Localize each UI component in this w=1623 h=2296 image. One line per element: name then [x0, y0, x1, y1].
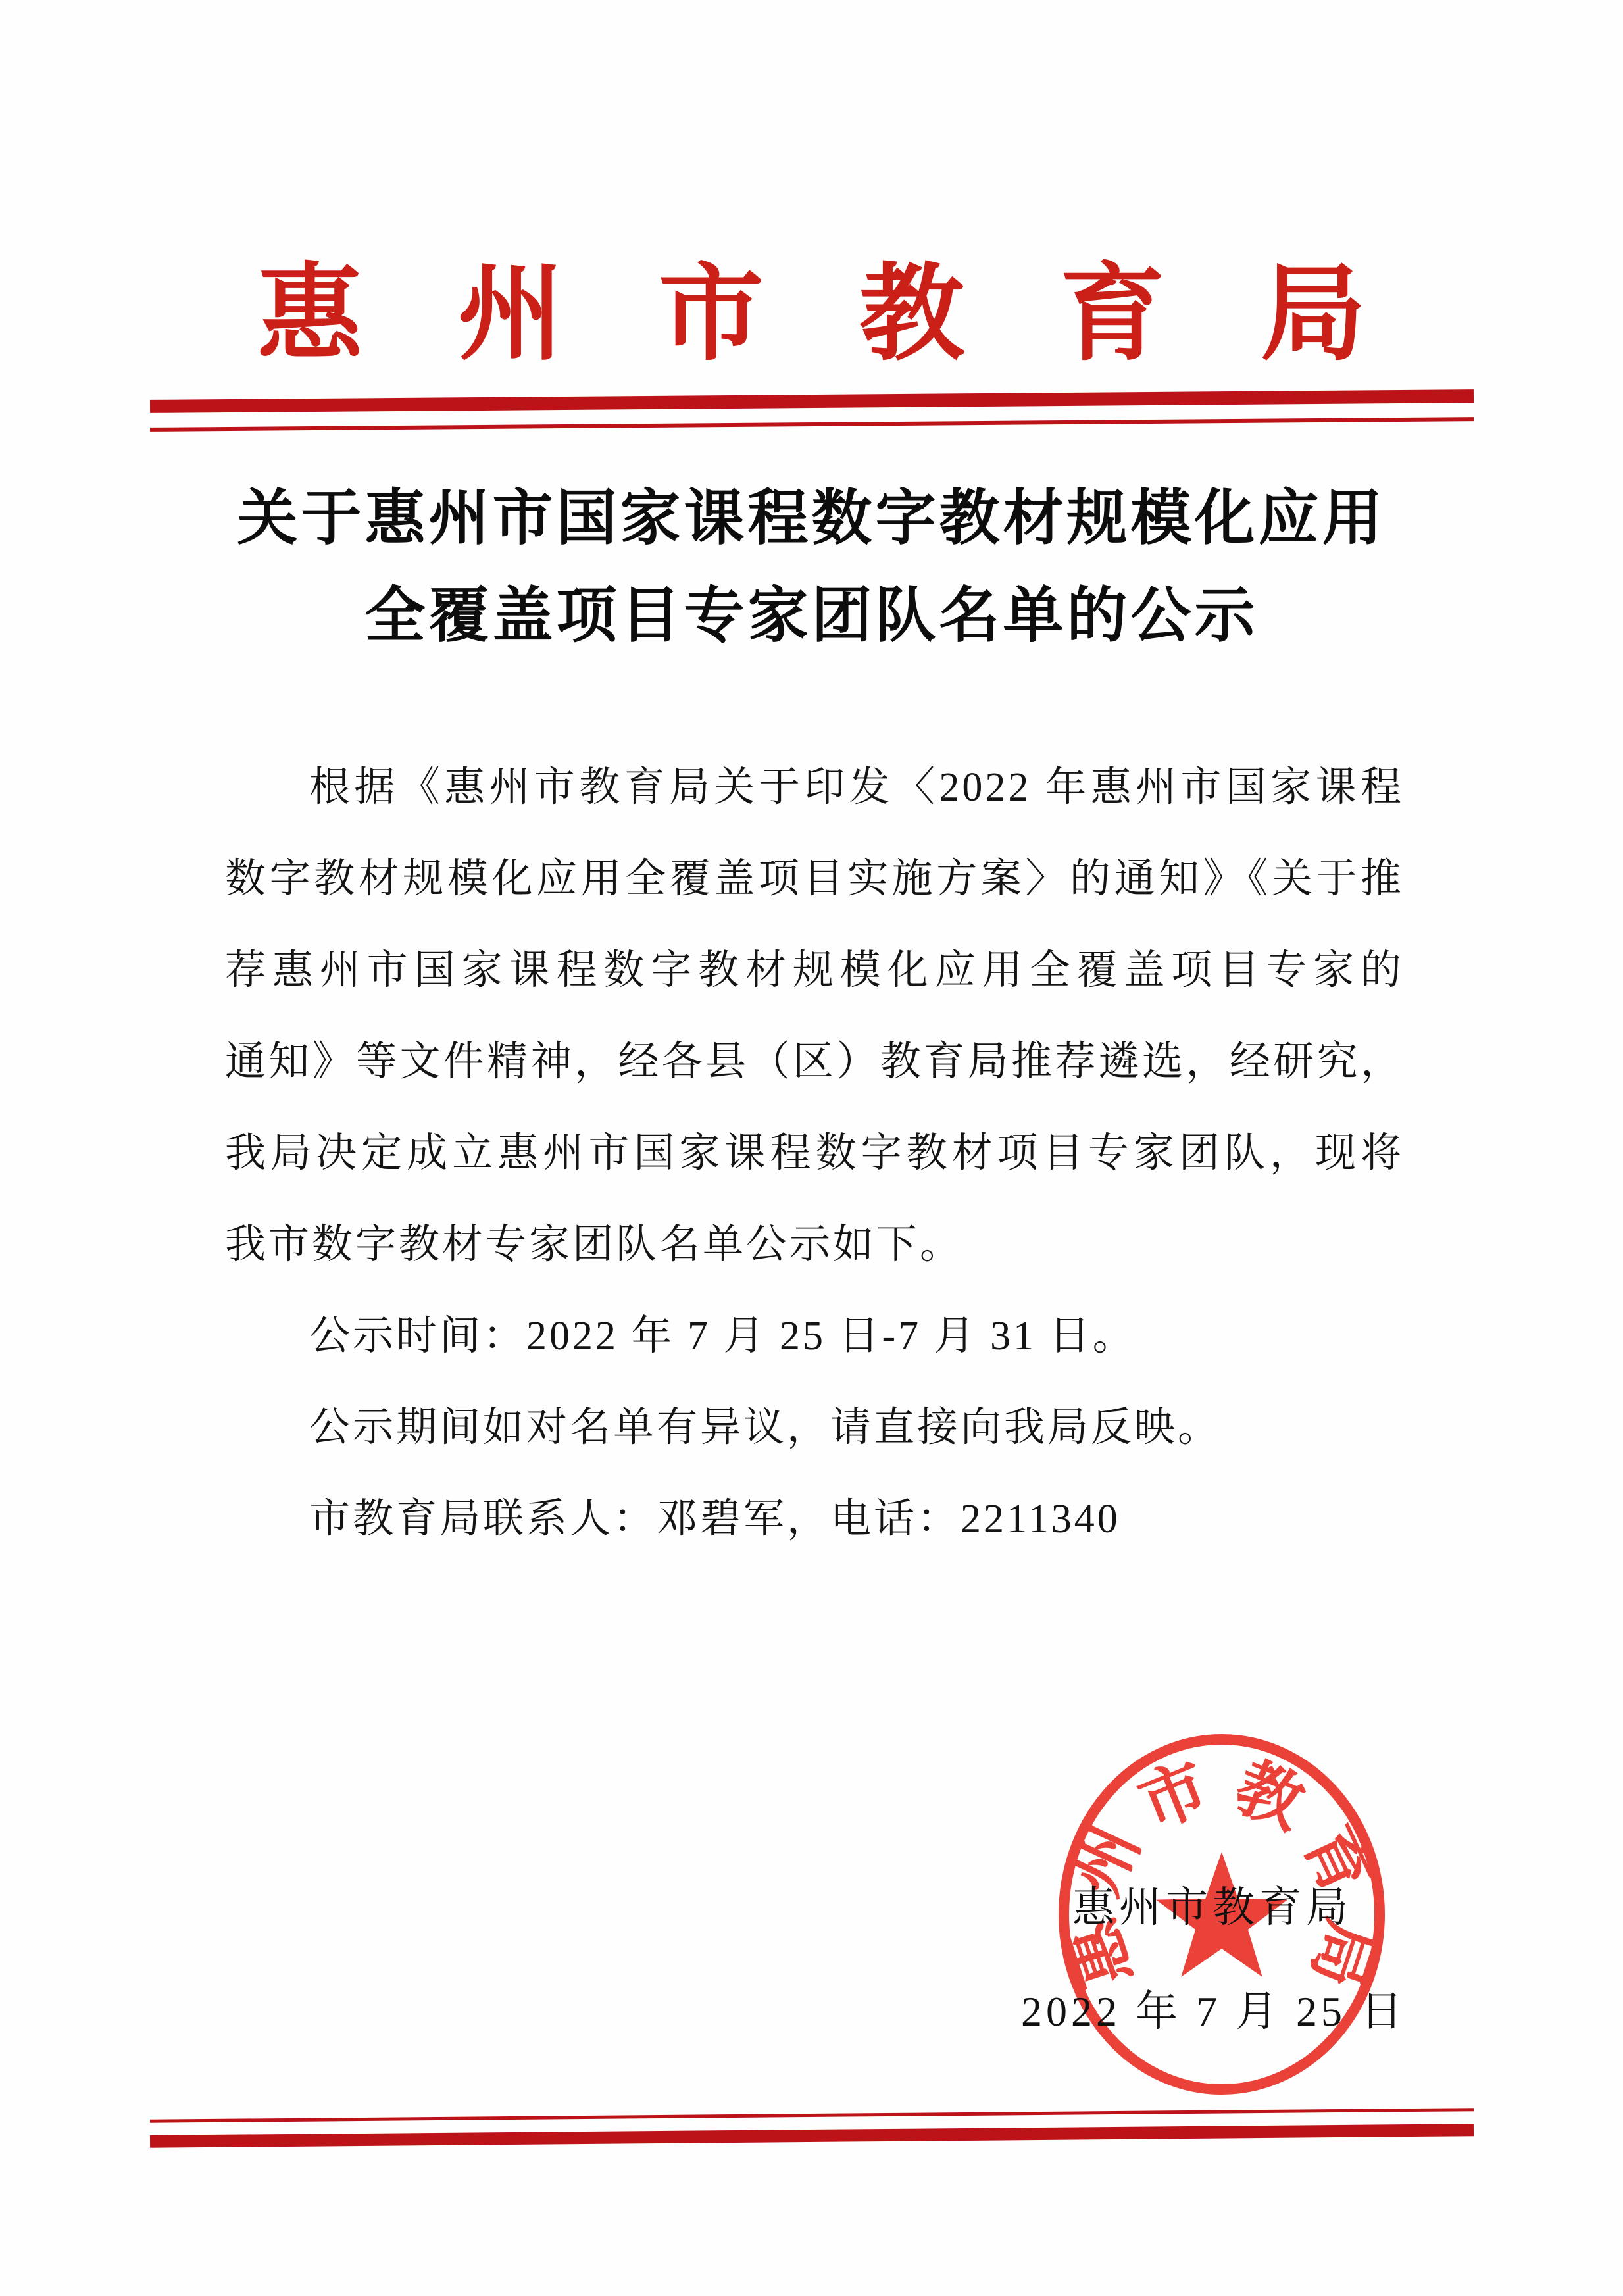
body-line-publicity-period: 公示时间：2022 年 7 月 25 日-7 月 31 日。	[309, 1314, 1136, 1359]
body-text	[225, 742, 1404, 1565]
document-title-line1: 关于惠州市国家课程数字教材规模化应用	[237, 485, 1386, 552]
letterhead-agency-title: 惠州市教育局	[257, 256, 1461, 373]
seal-char: 州	[1059, 1815, 1154, 1906]
body-line: 我市数字教材专家团队名单公示如下。	[225, 1222, 964, 1267]
body-line: 我局决定成立惠州市国家课程数字教材项目专家团队，现将	[225, 1131, 1404, 1176]
seal-char: 局	[1297, 1911, 1388, 1997]
body-line: 数字教材规模化应用全覆盖项目实施方案〉的通知》《关于推	[225, 857, 1404, 901]
footer-rule-thin	[150, 2108, 1474, 2123]
seal-char: 育	[1289, 1815, 1384, 1906]
seal-char: 惠	[1055, 1911, 1146, 1997]
header-rule-thin	[150, 417, 1474, 432]
body-line-objection-notice: 公示期间如对名单有异议，请直接向我局反映。	[309, 1405, 1222, 1450]
body-line: 通知》等文件精神，经各县（区）教育局推荐遴选，经研究，	[225, 1039, 1404, 1084]
footer-rule-thick	[150, 2124, 1474, 2148]
signature-date: 2022 年 7 月 25 日	[1021, 1988, 1407, 2035]
body-line: 根据《惠州市教育局关于印发〈2022 年惠州市国家课程	[309, 765, 1404, 810]
body-line: 荐惠州市国家课程数字教材规模化应用全覆盖项目专家的	[225, 948, 1404, 993]
document-title	[0, 470, 1623, 664]
body-line-contact-info: 市教育局联系人：邓碧军，电话：2211340	[309, 1497, 1120, 1541]
signature-agency: 惠州市教育局	[1072, 1884, 1353, 1931]
header-rule-thick	[150, 389, 1474, 413]
document-title-line2: 全覆盖项目专家团队名单的公示	[364, 582, 1259, 649]
seal-char: 教	[1225, 1750, 1314, 1843]
seal-char: 市	[1130, 1750, 1218, 1843]
